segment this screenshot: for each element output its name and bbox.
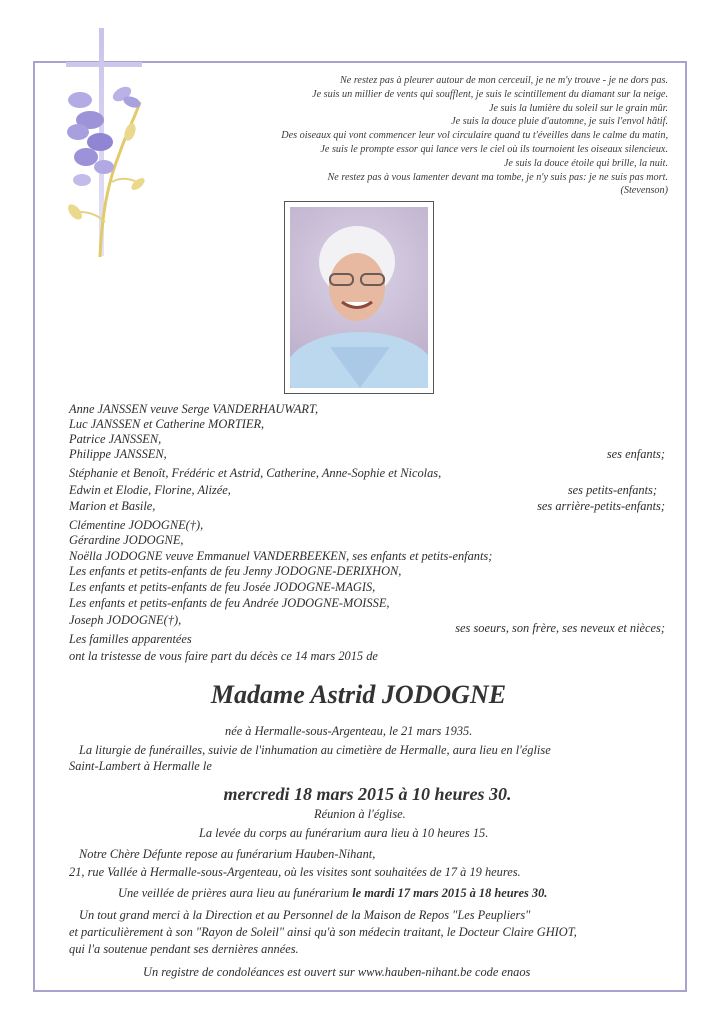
great-grandchildren-label: ses arrière-petits-enfants; xyxy=(537,499,665,513)
thanks-line: et particulièrement à son "Rayon de Soleil" ainsi qu'à son médecin traitant, le Docteur Claire GHIOT, xyxy=(69,925,577,939)
family-line: Noëlla JODOGNE veuve Emmanuel VANDERBEEKEN, ses enfants et petits-enfants; xyxy=(69,549,493,563)
family-line: Luc JANSSEN et Catherine MORTIER, xyxy=(69,417,265,431)
poem xyxy=(148,74,668,198)
rest-line: Notre Chère Défunte repose au funérarium Hauben-Nihant, xyxy=(79,847,376,861)
thanks-line: qui l'a soutenue pendant ses dernières années. xyxy=(69,942,299,956)
announcement-line: ont la tristesse de vous faire part du décès ce 14 mars 2015 de xyxy=(69,649,378,663)
children-label: ses enfants; xyxy=(606,447,665,461)
family-line: Les enfants et petits-enfants de feu Jenny JODOGNE-DERIXHON, xyxy=(69,564,402,578)
vigil-date: le mardi 17 mars 2015 à 18 heures 30. xyxy=(352,886,548,900)
poem-line: Ne restez pas à vous lamenter devant ma tombe, je n'y suis pas: je ne suis pas mort. xyxy=(327,171,668,183)
thanks-line: Un tout grand merci à la Direction et au Personnel de la Maison de Repos "Les Peupliers" xyxy=(79,908,531,922)
vigil-line xyxy=(118,886,547,901)
portrait-photo xyxy=(290,207,428,388)
grandchildren-label: ses petits-enfants; xyxy=(567,483,657,497)
register-line: Un registre de condoléances est ouvert sur www.hauben-nihant.be code enaos xyxy=(143,965,531,979)
portrait-frame xyxy=(284,201,434,394)
family-line: Joseph JODOGNE(†), xyxy=(69,613,182,627)
meeting-line: Réunion à l'église. xyxy=(314,807,406,821)
poem-line: Je suis la lumière du soleil sur le grain mûr. xyxy=(488,102,668,114)
family-line: Patrice JANSSEN, xyxy=(69,432,162,446)
poem-line: Je suis la douce pluie d'automne, je suis l'envol hâtif. xyxy=(451,116,668,128)
family-line: Anne JANSSEN veuve Serge VANDERHAUWART, xyxy=(69,402,319,416)
family-line: Les enfants et petits-enfants de feu Andrée JODOGNE-MOISSE, xyxy=(69,596,390,610)
family-line: Les familles apparentées xyxy=(69,632,192,646)
family-line: Clémentine JODOGNE(†), xyxy=(69,518,204,532)
poem-line: Je suis un millier de vents qui soufflent, je suis le scintillement du diamant sur la neige. xyxy=(312,88,668,100)
poem-line: Ne restez pas à pleurer autour de mon cerceuil, je ne m'y trouve - je ne dors pas. xyxy=(339,75,668,86)
deceased-name: Madame Astrid JODOGNE xyxy=(210,680,507,709)
family-line: Edwin et Elodie, Florine, Alizée, xyxy=(69,483,231,497)
freesia-flower-icon xyxy=(60,72,150,262)
family-line: Les enfants et petits-enfants de feu Josée JODOGNE-MAGIS, xyxy=(69,580,376,594)
poem-line: Je suis le prompte essor qui lance vers le ciel où ils tournoient les oiseaux silencieux. xyxy=(320,143,668,155)
cross-horizontal-bar xyxy=(66,62,142,67)
ceremony-date: mercredi 18 mars 2015 à 10 heures 30. xyxy=(223,784,512,804)
birth-line: née à Hermalle-sous-Argenteau, le 21 mars 1935. xyxy=(225,724,473,738)
ceremony-intro-line: Saint-Lambert à Hermalle le xyxy=(69,759,212,773)
family-line: Marion et Basile, xyxy=(69,499,156,513)
rest-line: 21, rue Vallée à Hermalle-sous-Argenteau, où les visites sont souhaitées de 17 à 19 heures. xyxy=(69,865,521,879)
poem-line: Des oiseaux qui vont commencer leur vol circulaire quand tu t'éveilles dans le calme du matin, xyxy=(281,130,668,142)
family-line: Gérardine JODOGNE, xyxy=(69,533,184,547)
ceremony-intro-line: La liturgie de funérailles, suivie de l'inhumation au cimetière de Hermalle, aura lieu en l'église xyxy=(79,743,551,757)
poem-line: Je suis la douce étoile qui brille, la nuit. xyxy=(503,157,668,169)
siblings-label: ses soeurs, son frère, ses neveux et nièces; xyxy=(455,621,665,635)
levee-line: La levée du corps au funérarium aura lieu à 10 heures 15. xyxy=(199,826,489,840)
vigil-prefix: Une veillée de prières aura lieu au funérarium xyxy=(118,886,353,900)
family-line: Philippe JANSSEN, xyxy=(69,447,167,461)
family-line: Stéphanie et Benoît, Frédéric et Astrid, Catherine, Anne-Sophie et Nicolas, xyxy=(69,466,442,480)
portrait-illustration xyxy=(290,207,428,388)
poem-author: (Stevenson) xyxy=(620,185,668,197)
